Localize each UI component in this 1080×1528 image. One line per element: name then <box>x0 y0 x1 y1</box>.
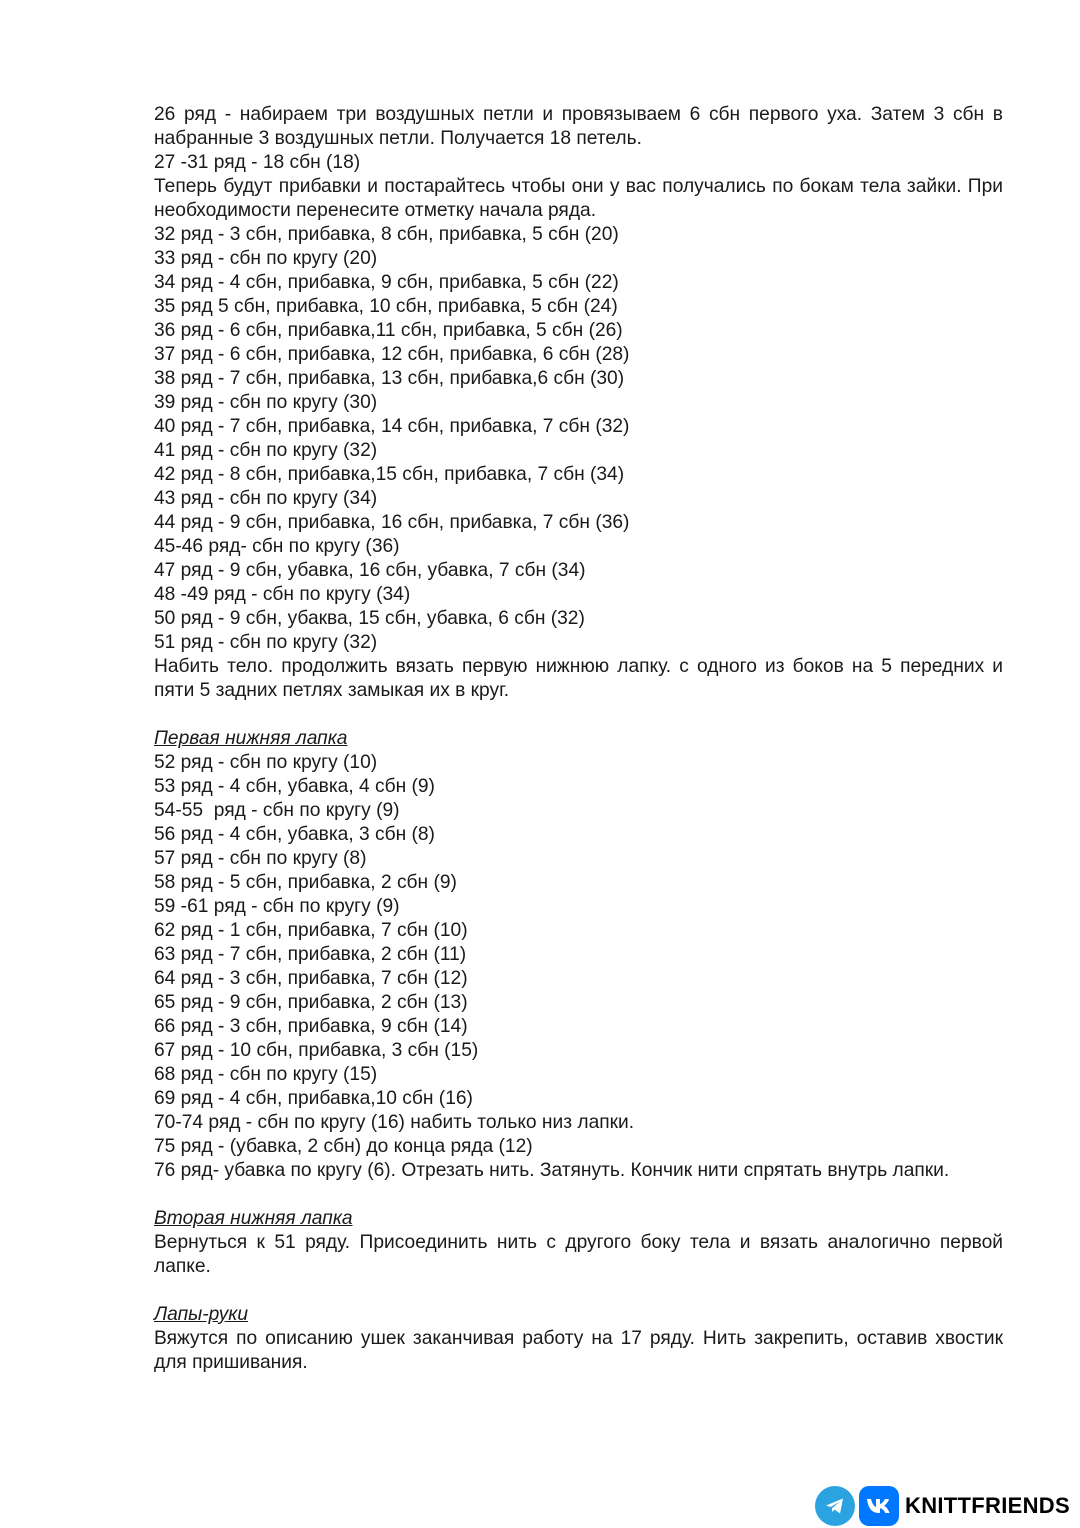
pattern-line: 69 ряд - 4 сбн, прибавка,10 сбн (16) <box>154 1088 473 1109</box>
pattern-line: 37 ряд - 6 сбн, прибавка, 12 сбн, прибавка, 6 сбн (28) <box>154 344 630 365</box>
pattern-line: 52 ряд - сбн по кругу (10) <box>154 752 378 773</box>
pattern-line: 62 ряд - 1 сбн, прибавка, 7 сбн (10) <box>154 920 468 941</box>
pattern-line: 59 -61 ряд - сбн по кругу (9) <box>154 896 400 917</box>
pattern-line: 39 ряд - сбн по кругу (30) <box>154 392 378 413</box>
brand-name: KNITTFRIENDS <box>905 1493 1070 1518</box>
pattern-line: 54-55 ряд - сбн по кругу (9) <box>154 800 400 821</box>
pattern-line: 33 ряд - сбн по кругу (20) <box>154 248 378 269</box>
paragraph-arms: Вяжутся по описанию ушек заканчивая работу на 17 ряду. Нить закрепить, оставив хвостик для пришивания. <box>154 1328 1003 1373</box>
pattern-line: 44 ряд - 9 сбн, прибавка, 16 сбн, прибавка, 7 сбн (36) <box>154 512 630 533</box>
paragraph-increases-note: Теперь будут прибавки и постарайтесь чтобы они у вас получались по бокам тела зайки. При необходимости перенесите отметку начала ряда. <box>154 176 1003 221</box>
paragraph-row-26: 26 ряд - набираем три воздушных петли и провязываем 6 сбн первого уха. Затем 3 сбн в набранные 3 воздушных петли. Получается 18 петель. <box>154 104 1003 149</box>
pattern-line: 75 ряд - (убавка, 2 сбн) до конца ряда (12) <box>154 1136 533 1157</box>
pattern-line: 35 ряд 5 сбн, прибавка, 10 сбн, прибавка, 5 сбн (24) <box>154 296 618 317</box>
vk-icon[interactable] <box>859 1486 899 1526</box>
pattern-line: 32 ряд - 3 сбн, прибавка, 8 сбн, прибавка, 5 сбн (20) <box>154 224 619 245</box>
section-heading-arms: Лапы-руки <box>154 1304 249 1325</box>
rows-32-51 <box>154 223 1003 655</box>
pattern-line: 27 -31 ряд - 18 сбн (18) <box>154 152 361 173</box>
pattern-line: 64 ряд - 3 сбн, прибавка, 7 сбн (12) <box>154 968 468 989</box>
section-heading-second-leg: Вторая нижняя лапка <box>154 1208 353 1229</box>
pattern-line: 41 ряд - сбн по кругу (32) <box>154 440 378 461</box>
document-page <box>154 103 1003 1375</box>
pattern-line: 43 ряд - сбн по кругу (34) <box>154 488 378 509</box>
paragraph-second-leg: Вернуться к 51 ряду. Присоединить нить с другого боку тела и вязать аналогично первой лапке. <box>154 1232 1003 1277</box>
pattern-line: 67 ряд - 10 сбн, прибавка, 3 сбн (15) <box>154 1040 479 1061</box>
pattern-line: 40 ряд - 7 сбн, прибавка, 14 сбн, прибавка, 7 сбн (32) <box>154 416 630 437</box>
paragraph-row-76: 76 ряд- убавка по кругу (6). Отрезать нить. Затянуть. Кончик нити спрятать внутрь лапки. <box>154 1160 950 1181</box>
pattern-line: 56 ряд - 4 сбн, убавка, 3 сбн (8) <box>154 824 435 845</box>
pattern-line: 38 ряд - 7 сбн, прибавка, 13 сбн, прибавка,6 сбн (30) <box>154 368 625 389</box>
pattern-line: 36 ряд - 6 сбн, прибавка,11 сбн, прибавка, 5 сбн (26) <box>154 320 623 341</box>
pattern-line: 48 -49 ряд - сбн по кругу (34) <box>154 584 411 605</box>
paragraph-stuff-body: Набить тело. продолжить вязать первую нижнюю лапку. с одного из боков на 5 передних и пяти 5 задних петлях замыкая их в круг. <box>154 656 1003 701</box>
telegram-icon[interactable] <box>815 1486 855 1526</box>
pattern-line: 70-74 ряд - сбн по кругу (16) набить только низ лапки. <box>154 1112 635 1133</box>
pattern-line: 68 ряд - сбн по кругу (15) <box>154 1064 378 1085</box>
pattern-line: 51 ряд - сбн по кругу (32) <box>154 632 378 653</box>
footer-brand <box>815 1484 1070 1528</box>
pattern-line: 34 ряд - 4 сбн, прибавка, 9 сбн, прибавка, 5 сбн (22) <box>154 272 619 293</box>
pattern-line: 50 ряд - 9 сбн, убаква, 15 сбн, убавка, 6 сбн (32) <box>154 608 585 629</box>
pattern-line: 47 ряд - 9 сбн, убавка, 16 сбн, убавка, 7 сбн (34) <box>154 560 586 581</box>
section-heading-first-leg: Первая нижняя лапка <box>154 728 348 749</box>
pattern-line: 63 ряд - 7 сбн, прибавка, 2 сбн (11) <box>154 944 467 965</box>
pattern-line: 42 ряд - 8 сбн, прибавка,15 сбн, прибавка, 7 сбн (34) <box>154 464 625 485</box>
pattern-line: 65 ряд - 9 сбн, прибавка, 2 сбн (13) <box>154 992 468 1013</box>
pattern-line: 53 ряд - 4 сбн, убавка, 4 сбн (9) <box>154 776 435 797</box>
rows-52-76 <box>154 751 1003 1183</box>
pattern-line: 66 ряд - 3 сбн, прибавка, 9 сбн (14) <box>154 1016 468 1037</box>
pattern-line: 58 ряд - 5 сбн, прибавка, 2 сбн (9) <box>154 872 457 893</box>
pattern-line: 45-46 ряд- сбн по кругу (36) <box>154 536 400 557</box>
pattern-line: 57 ряд - сбн по кругу (8) <box>154 848 367 869</box>
